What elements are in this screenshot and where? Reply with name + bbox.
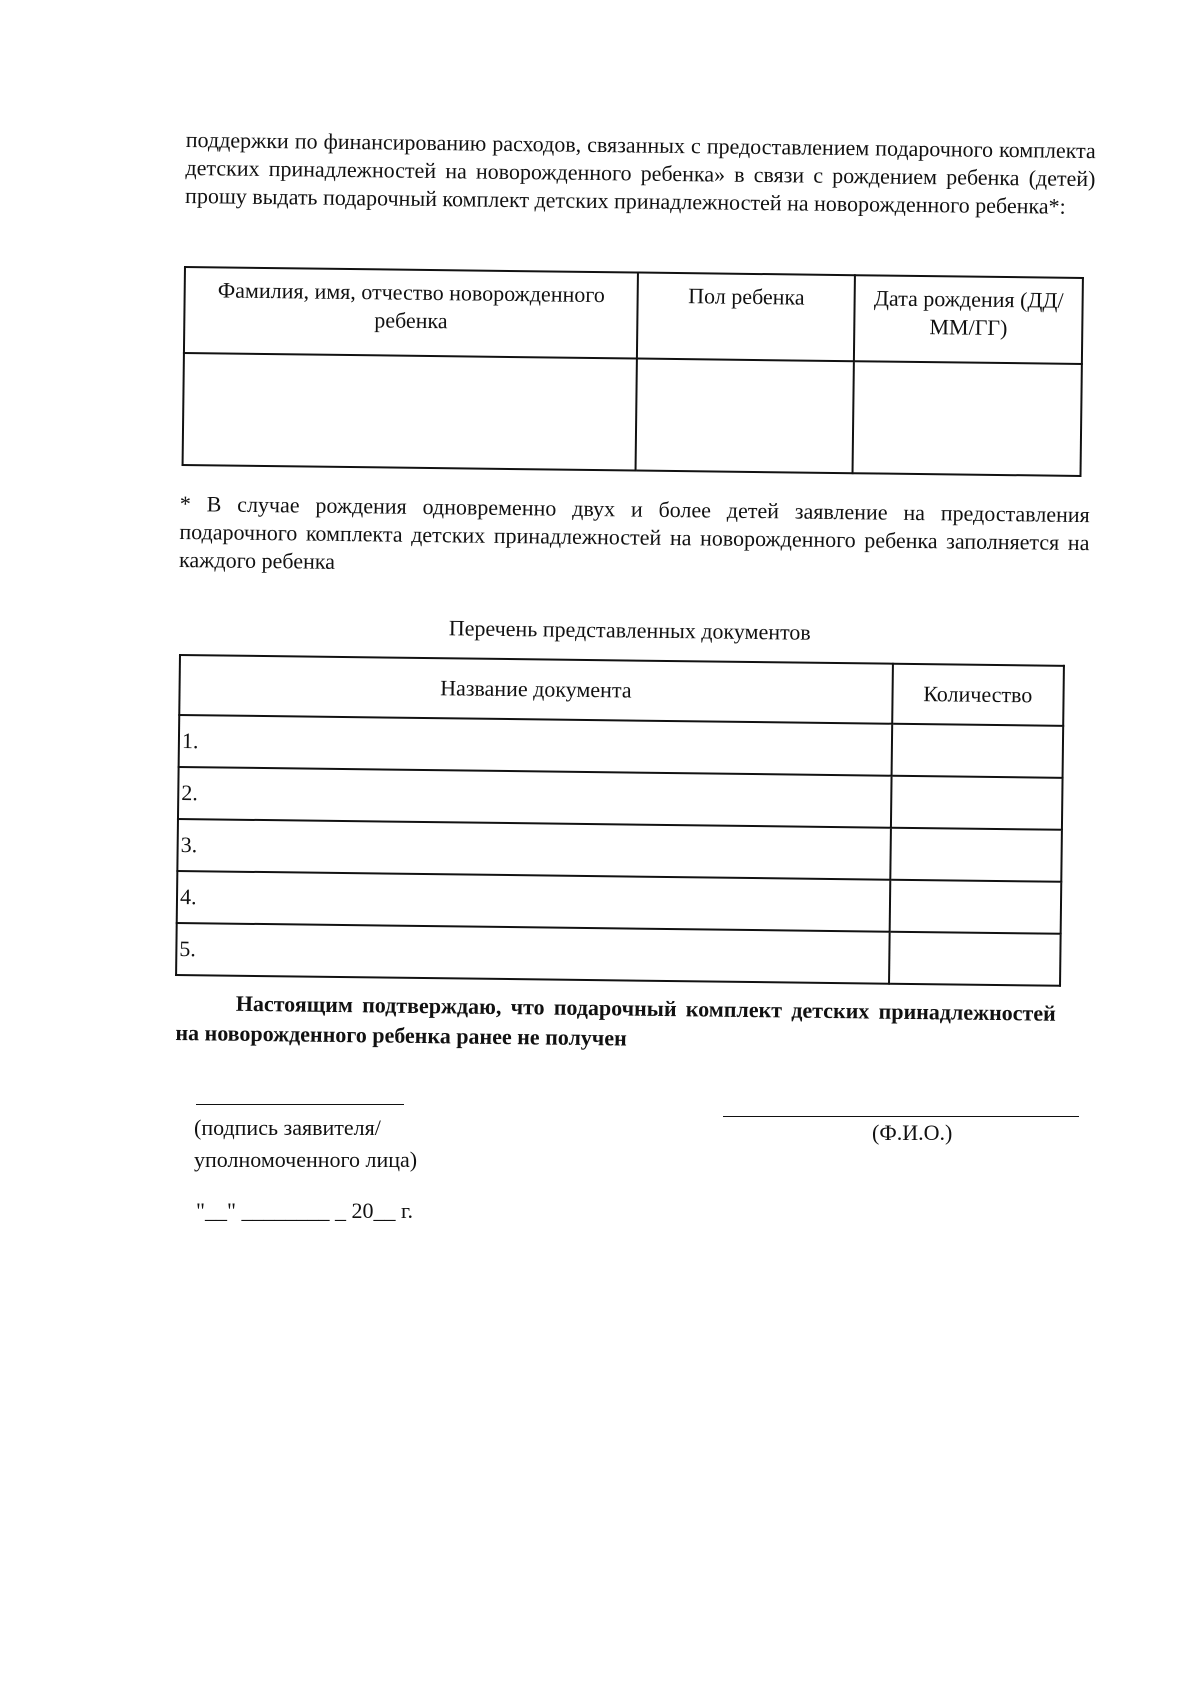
header-birth-date: Дата рождения (ДД/ММ/ГГ): [854, 275, 1083, 364]
header-quantity: Количество: [892, 664, 1064, 726]
header-newborn-name: Фамилия, имя, отчество новорожденного ребенка: [184, 267, 638, 359]
signature-caption-line1: (подпись заявителя/: [194, 1115, 381, 1140]
date-field[interactable]: "__" ________ _ 20__ г.: [196, 1198, 414, 1223]
signature-line[interactable]: [196, 1104, 404, 1105]
table-row: [176, 923, 1061, 986]
full-name-caption: (Ф.И.О.): [872, 1120, 953, 1145]
document-number-3[interactable]: 3.: [177, 819, 890, 880]
document-number-5[interactable]: 5.: [176, 923, 889, 984]
full-name-line[interactable]: [723, 1116, 1079, 1117]
document-number-4[interactable]: 4.: [177, 871, 890, 932]
signature-caption: [194, 1112, 417, 1176]
documents-table: [175, 654, 1065, 987]
newborn-name-cell[interactable]: [183, 353, 638, 471]
newborn-table-header-row: [184, 267, 1083, 364]
newborn-table: [182, 266, 1084, 477]
quantity-cell-5[interactable]: [889, 932, 1061, 986]
birth-date-cell[interactable]: [853, 361, 1082, 476]
documents-heading: Перечень представленных документов: [448, 615, 811, 645]
quantity-cell-2[interactable]: [890, 776, 1062, 830]
documents-table-header-row: [179, 655, 1064, 726]
document-number-2[interactable]: 2.: [178, 767, 891, 828]
quantity-cell-4[interactable]: [889, 880, 1061, 934]
intro-paragraph: поддержки по финансированию расходов, связанных с предоставлением подарочного комплекта детских принадлежностей на новорожденного ребенка» в связи с рождением ребенка (детей) прошу выдать подарочный комплект детских принадлежностей на новорожденного ребенка*:: [184, 126, 1096, 219]
signature-caption-line2: уполномоченного лица): [194, 1147, 418, 1172]
document-number-1[interactable]: 1.: [179, 715, 892, 776]
quantity-cell-1[interactable]: [891, 724, 1063, 778]
header-document-name: Название документа: [179, 655, 892, 724]
child-sex-cell[interactable]: [636, 359, 854, 474]
newborn-table-row: [183, 353, 1082, 476]
footnote: * В случае рождения одновременно двух и более детей заявление на предоставления подарочного комплекта детских принадлежностей на новорожденного ребенка заполняется на каждого ребенка: [178, 490, 1090, 574]
quantity-cell-3[interactable]: [890, 828, 1062, 882]
header-child-sex: Пол ребенка: [637, 273, 855, 362]
confirmation-statement: Настоящим подтверждаю, что подарочный комплект детских принадлежностей на новорожденного ребенка ранее не получен: [175, 990, 1056, 1051]
